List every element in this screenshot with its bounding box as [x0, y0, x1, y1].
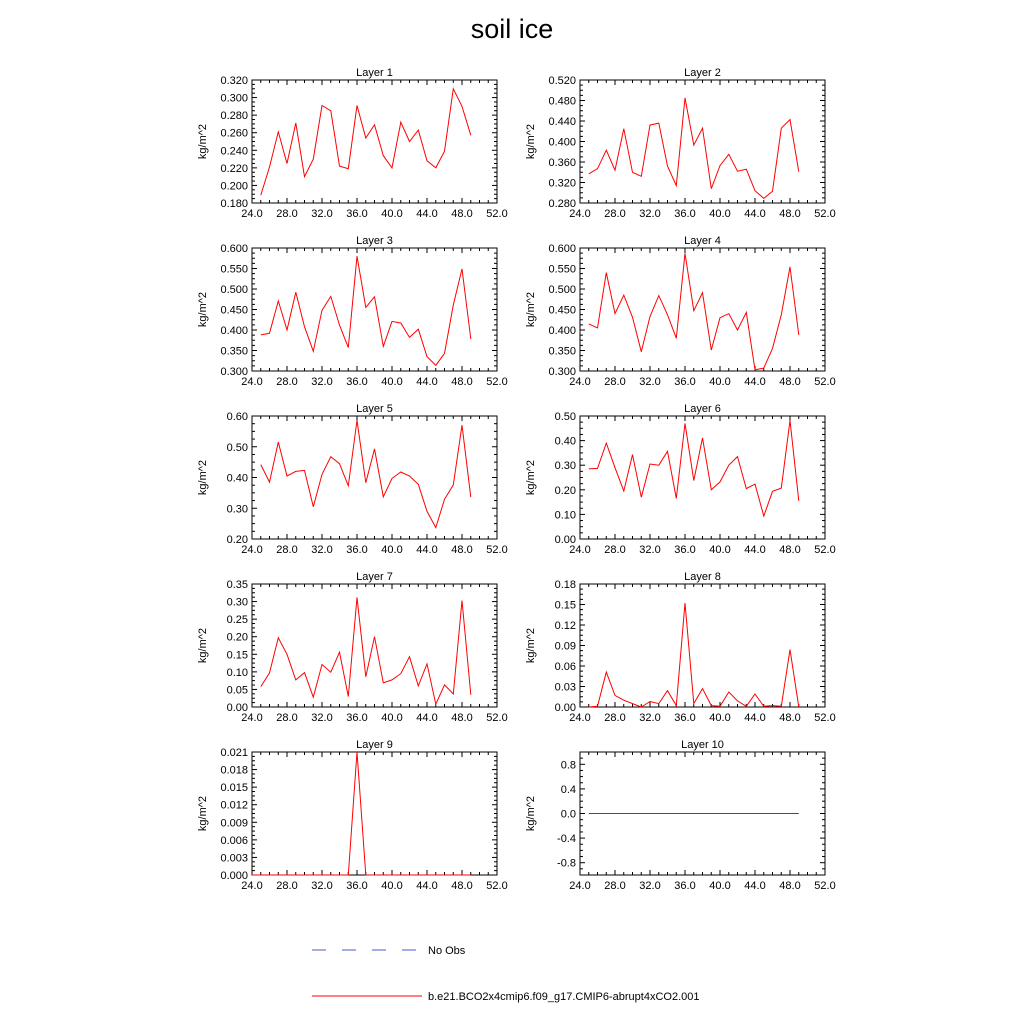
y-tick-label: 0.012: [220, 799, 248, 812]
x-tick-label: 32.0: [311, 376, 333, 388]
y-axis-label: kg/m^2: [197, 627, 209, 664]
y-tick-label: 0.300: [220, 92, 248, 105]
x-tick-label: 32.0: [639, 544, 661, 556]
x-tick-label: 44.0: [416, 376, 438, 388]
y-axis-label: kg/m^2: [197, 459, 209, 496]
y-tick-label: 0.360: [548, 157, 576, 169]
y-tick-label: -0.4: [557, 833, 576, 846]
x-tick-label: 36.0: [674, 712, 696, 724]
x-tick-label: 40.0: [381, 376, 403, 388]
legend-label-no-obs: No Obs: [428, 945, 466, 957]
x-tick-label: 44.0: [416, 544, 438, 556]
y-tick-label: 0.400: [220, 325, 248, 337]
x-tick-label: 48.0: [451, 880, 473, 892]
y-axis-label: kg/m^2: [525, 459, 537, 496]
y-tick-label: 0.8: [560, 759, 576, 772]
chart-title: soil ice: [470, 14, 554, 44]
y-axis-label: kg/m^2: [197, 795, 209, 832]
y-tick-label: 0.06: [554, 661, 576, 673]
y-tick-label: 0.520: [548, 75, 576, 87]
y-tick-label: 0.15: [554, 599, 576, 612]
x-tick-label: 52.0: [486, 544, 508, 556]
x-tick-label: 40.0: [381, 712, 403, 724]
y-axis-label: kg/m^2: [525, 123, 537, 160]
x-tick-label: 52.0: [486, 880, 508, 892]
x-tick-label: 24.0: [569, 712, 591, 724]
panel-layer-9: [197, 739, 508, 892]
y-tick-label: 0.03: [554, 681, 576, 694]
panel-title: Layer 6: [684, 403, 721, 415]
x-tick-label: 24.0: [569, 376, 591, 388]
x-tick-label: 52.0: [486, 712, 508, 724]
x-tick-label: 48.0: [779, 544, 801, 556]
panel-layer-6: [525, 403, 836, 556]
x-tick-label: 36.0: [674, 208, 696, 220]
x-tick-label: 28.0: [604, 544, 626, 556]
x-tick-label: 48.0: [779, 208, 801, 220]
x-tick-label: 48.0: [779, 376, 801, 388]
x-tick-label: 52.0: [814, 208, 836, 220]
panel-title: Layer 3: [356, 235, 393, 247]
x-tick-label: 24.0: [569, 880, 591, 892]
y-tick-label: 0.180: [220, 198, 248, 210]
x-tick-label: 48.0: [451, 208, 473, 220]
y-tick-label: 0.018: [220, 764, 248, 777]
y-tick-label: 0.000: [220, 870, 248, 882]
panel-title: Layer 8: [684, 571, 721, 583]
y-tick-label: 0.25: [226, 614, 248, 627]
y-tick-label: 0.4: [560, 783, 576, 796]
x-tick-label: 52.0: [814, 376, 836, 388]
y-tick-label: 0.30: [226, 503, 248, 516]
series-line: [589, 420, 799, 516]
y-axis-label: kg/m^2: [197, 291, 209, 328]
series-line: [261, 420, 471, 527]
y-tick-label: -0.8: [557, 857, 576, 870]
y-tick-label: 0.20: [226, 534, 248, 546]
x-tick-label: 28.0: [276, 880, 298, 892]
panel-layer-5: [197, 403, 508, 556]
x-tick-label: 36.0: [346, 880, 368, 892]
y-tick-label: 0.320: [220, 75, 248, 87]
x-tick-label: 28.0: [604, 880, 626, 892]
x-tick-label: 32.0: [311, 880, 333, 892]
legend-entry-no-obs: [312, 945, 466, 957]
plot-frame: [580, 80, 825, 203]
x-tick-label: 40.0: [709, 208, 731, 220]
x-tick-label: 32.0: [639, 208, 661, 220]
x-tick-label: 24.0: [241, 712, 263, 724]
plot-frame: [252, 248, 497, 371]
x-tick-label: 40.0: [381, 880, 403, 892]
y-tick-label: 0.300: [548, 366, 576, 378]
y-tick-label: 0.18: [554, 579, 576, 591]
y-tick-label: 0.015: [220, 782, 248, 795]
x-tick-label: 28.0: [604, 712, 626, 724]
y-tick-label: 0.09: [554, 640, 576, 653]
x-tick-label: 32.0: [639, 376, 661, 388]
panel-layer-1: [197, 67, 508, 220]
panel-layer-2: [525, 67, 836, 220]
x-tick-label: 24.0: [569, 544, 591, 556]
y-tick-label: 0.20: [554, 484, 576, 497]
x-tick-label: 24.0: [241, 376, 263, 388]
x-tick-label: 52.0: [814, 712, 836, 724]
x-tick-label: 40.0: [709, 376, 731, 388]
y-tick-label: 0.50: [226, 441, 248, 454]
x-tick-label: 36.0: [674, 376, 696, 388]
y-axis-label: kg/m^2: [197, 123, 209, 160]
series-line: [589, 603, 799, 707]
x-tick-label: 24.0: [241, 208, 263, 220]
x-tick-label: 44.0: [416, 880, 438, 892]
series-line: [252, 752, 471, 875]
x-tick-label: 28.0: [604, 208, 626, 220]
x-tick-label: 40.0: [381, 208, 403, 220]
y-tick-label: 0.40: [554, 435, 576, 448]
y-tick-label: 0.15: [226, 649, 248, 662]
y-tick-label: 0.600: [220, 243, 248, 255]
y-tick-label: 0.450: [220, 304, 248, 317]
y-tick-label: 0.400: [548, 325, 576, 337]
x-tick-label: 24.0: [241, 544, 263, 556]
y-tick-label: 0.00: [554, 702, 576, 714]
x-tick-label: 24.0: [569, 208, 591, 220]
y-tick-label: 0.450: [548, 304, 576, 317]
y-tick-label: 0.440: [548, 116, 576, 128]
series-line: [589, 98, 799, 198]
y-tick-label: 0.500: [220, 284, 248, 296]
x-tick-label: 36.0: [674, 544, 696, 556]
y-tick-label: 0.10: [554, 509, 576, 522]
y-tick-label: 0.021: [220, 747, 248, 759]
y-tick-label: 0.320: [548, 177, 576, 190]
x-tick-label: 44.0: [744, 208, 766, 220]
x-tick-label: 28.0: [276, 712, 298, 724]
legend-label-model-run: b.e21.BCO2x4cmip6.f09_g17.CMIP6-abrupt4xCO2.001: [428, 991, 700, 1003]
panels-group: [197, 67, 836, 892]
x-tick-label: 52.0: [814, 544, 836, 556]
x-tick-label: 44.0: [744, 880, 766, 892]
x-tick-label: 36.0: [674, 880, 696, 892]
series-line: [261, 597, 471, 704]
x-tick-label: 32.0: [639, 712, 661, 724]
x-tick-label: 32.0: [311, 544, 333, 556]
panel-title: Layer 5: [356, 403, 393, 415]
panel-layer-8: [525, 571, 836, 724]
panel-title: Layer 10: [681, 739, 724, 751]
series-line: [589, 253, 799, 369]
x-tick-label: 24.0: [241, 880, 263, 892]
y-tick-label: 0.30: [554, 460, 576, 473]
y-tick-label: 0.260: [220, 127, 248, 140]
y-tick-label: 0.10: [226, 666, 248, 679]
x-tick-label: 40.0: [709, 880, 731, 892]
y-tick-label: 0.350: [220, 345, 248, 358]
y-tick-label: 0.280: [220, 110, 248, 123]
y-tick-label: 0.40: [226, 472, 248, 485]
x-tick-label: 32.0: [311, 208, 333, 220]
legend: [312, 945, 700, 1003]
plot-frame: [252, 80, 497, 203]
panel-layer-10: [525, 739, 836, 892]
x-tick-label: 52.0: [486, 208, 508, 220]
x-tick-label: 28.0: [276, 544, 298, 556]
x-tick-label: 36.0: [346, 208, 368, 220]
y-axis-label: kg/m^2: [525, 795, 537, 832]
panel-title: Layer 2: [684, 67, 721, 79]
y-tick-label: 0.400: [548, 136, 576, 149]
panel-layer-3: [197, 235, 508, 388]
y-tick-label: 0.480: [548, 95, 576, 108]
y-tick-label: 0.009: [220, 817, 248, 830]
x-tick-label: 44.0: [744, 376, 766, 388]
y-tick-label: 0.600: [548, 243, 576, 255]
y-tick-label: 0.05: [226, 684, 248, 697]
x-tick-label: 44.0: [744, 712, 766, 724]
y-tick-label: 0.280: [548, 198, 576, 210]
y-tick-label: 0.50: [554, 411, 576, 423]
x-tick-label: 48.0: [779, 880, 801, 892]
x-tick-label: 48.0: [451, 376, 473, 388]
x-tick-label: 28.0: [604, 376, 626, 388]
y-tick-label: 0.300: [220, 366, 248, 378]
x-tick-label: 52.0: [814, 880, 836, 892]
y-tick-label: 0.60: [226, 411, 248, 423]
x-tick-label: 40.0: [709, 544, 731, 556]
y-tick-label: 0.003: [220, 852, 248, 865]
y-tick-label: 0.35: [226, 579, 248, 591]
y-tick-label: 0.550: [220, 263, 248, 276]
x-tick-label: 36.0: [346, 544, 368, 556]
y-tick-label: 0.350: [548, 345, 576, 358]
y-tick-label: 0.240: [220, 145, 248, 158]
y-axis-label: kg/m^2: [525, 627, 537, 664]
x-tick-label: 32.0: [639, 880, 661, 892]
x-tick-label: 36.0: [346, 376, 368, 388]
x-tick-label: 40.0: [709, 712, 731, 724]
panel-layer-4: [525, 235, 836, 388]
x-tick-label: 48.0: [451, 712, 473, 724]
x-tick-label: 44.0: [416, 208, 438, 220]
x-tick-label: 36.0: [346, 712, 368, 724]
x-tick-label: 28.0: [276, 208, 298, 220]
panel-title: Layer 9: [356, 739, 393, 751]
y-tick-label: 0.550: [548, 263, 576, 276]
series-line: [261, 256, 471, 365]
x-tick-label: 28.0: [276, 376, 298, 388]
y-tick-label: 0.12: [554, 620, 576, 632]
y-tick-label: 0.220: [220, 162, 248, 175]
y-tick-label: 0.00: [226, 702, 248, 714]
y-tick-label: 0.00: [554, 534, 576, 546]
panel-title: Layer 7: [356, 571, 393, 583]
y-tick-label: 0.006: [220, 834, 248, 847]
series-line: [261, 89, 471, 195]
y-tick-label: 0.30: [226, 596, 248, 609]
panel-layer-7: [197, 571, 508, 724]
x-tick-label: 48.0: [451, 544, 473, 556]
plot-frame: [252, 584, 497, 707]
x-tick-label: 52.0: [486, 376, 508, 388]
x-tick-label: 32.0: [311, 712, 333, 724]
y-tick-label: 0.0: [560, 808, 576, 821]
x-tick-label: 44.0: [416, 712, 438, 724]
y-tick-label: 0.500: [548, 284, 576, 296]
panel-title: Layer 4: [684, 235, 721, 247]
y-tick-label: 0.200: [220, 180, 248, 193]
y-tick-label: 0.20: [226, 631, 248, 644]
x-tick-label: 48.0: [779, 712, 801, 724]
x-tick-label: 44.0: [744, 544, 766, 556]
legend-entry-model-run: [312, 991, 700, 1003]
panel-title: Layer 1: [356, 67, 393, 79]
x-tick-label: 40.0: [381, 544, 403, 556]
plot-frame: [252, 752, 497, 875]
y-axis-label: kg/m^2: [525, 291, 537, 328]
